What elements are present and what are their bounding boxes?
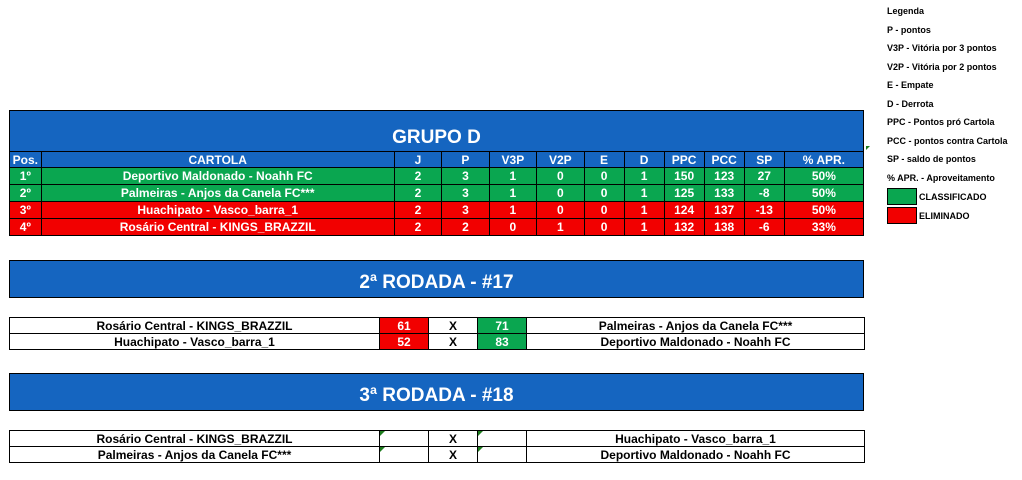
table-row <box>10 168 864 185</box>
row-v2p: 1 <box>537 219 584 236</box>
row-pcc: 133 <box>704 185 744 202</box>
match-separator: X <box>429 334 478 350</box>
legend-item: D - Derrota <box>887 98 934 109</box>
match-away: Palmeiras - Anjos da Canela FC*** <box>527 318 865 334</box>
row-p: 3 <box>442 168 489 185</box>
row-sp: 27 <box>744 168 784 185</box>
round-18-banner: 3ª RODADA - #18 <box>9 373 864 411</box>
match-row <box>10 318 865 334</box>
row-sp: -8 <box>744 185 784 202</box>
round-17-matches <box>9 317 865 350</box>
header-p: P <box>442 152 489 168</box>
row-ppc: 132 <box>664 219 704 236</box>
group-table <box>9 110 864 236</box>
row-pos: 4º <box>10 219 42 236</box>
row-apr: 50% <box>784 202 863 219</box>
row-d: 1 <box>624 168 664 185</box>
round-17-banner: 2ª RODADA - #17 <box>9 260 864 298</box>
match-separator: X <box>429 318 478 334</box>
header-apr: % APR. <box>784 152 863 168</box>
match-home-score[interactable] <box>380 431 429 447</box>
row-pos: 2º <box>10 185 42 202</box>
match-away: Huachipato - Vasco_barra_1 <box>527 431 865 447</box>
row-p: 3 <box>442 202 489 219</box>
row-v3p: 0 <box>489 219 536 236</box>
row-team: Deportivo Maldonado - Noahh FC <box>41 168 394 185</box>
row-d: 1 <box>624 185 664 202</box>
row-v3p: 1 <box>489 168 536 185</box>
legend-item: P - pontos <box>887 24 931 35</box>
legend-item: PPC - Pontos pró Cartola <box>887 117 995 127</box>
row-team: Huachipato - Vasco_barra_1 <box>41 202 394 219</box>
match-row <box>10 447 865 463</box>
row-pcc: 137 <box>704 202 744 219</box>
legend-item: PCC - pontos contra Cartola <box>887 135 1008 146</box>
legend-eliminado <box>887 206 1022 225</box>
row-v2p: 0 <box>537 168 584 185</box>
header-j: J <box>394 152 441 168</box>
group-title: GRUPO D <box>10 111 864 152</box>
match-separator: X <box>429 431 478 447</box>
legend-item: V2P - Vitória por 2 pontos <box>887 61 997 72</box>
classificado-label: CLASSIFICADO <box>919 191 987 202</box>
legend-item: % APR. - Aproveitamento <box>887 172 995 183</box>
legend <box>887 2 1022 225</box>
row-pos: 3º <box>10 202 42 219</box>
row-pos: 1º <box>10 168 42 185</box>
eliminado-label: ELIMINADO <box>919 210 970 221</box>
row-v2p: 0 <box>537 185 584 202</box>
legend-item: SP - saldo de pontos <box>887 154 976 164</box>
row-sp: -6 <box>744 219 784 236</box>
row-pcc: 123 <box>704 168 744 185</box>
row-e: 0 <box>584 202 624 219</box>
match-home-score[interactable] <box>380 447 429 463</box>
row-j: 2 <box>394 185 441 202</box>
table-row <box>10 185 864 202</box>
row-e: 0 <box>584 185 624 202</box>
row-pcc: 138 <box>704 219 744 236</box>
row-apr: 33% <box>784 219 863 236</box>
legend-title: Legenda <box>887 6 925 16</box>
header-sp: SP <box>744 152 784 168</box>
row-v3p: 1 <box>489 202 536 219</box>
header-pos: Pos. <box>10 152 42 168</box>
header-ppc: PPC <box>664 152 704 168</box>
match-home: Rosário Central - KINGS_BRAZZIL <box>10 318 380 334</box>
row-j: 2 <box>394 219 441 236</box>
match-away-score: 83 <box>478 334 527 350</box>
header-pcc: PCC <box>704 152 744 168</box>
match-away-score[interactable] <box>478 447 527 463</box>
row-ppc: 150 <box>664 168 704 185</box>
header-cartola: CARTOLA <box>41 152 394 168</box>
classificado-swatch <box>887 188 917 205</box>
row-v2p: 0 <box>537 202 584 219</box>
match-home: Rosário Central - KINGS_BRAZZIL <box>10 431 380 447</box>
header-v3p: V3P <box>489 152 536 168</box>
table-row <box>10 219 864 236</box>
comment-marker <box>866 146 870 150</box>
row-ppc: 124 <box>664 202 704 219</box>
legend-item: E - Empate <box>887 80 934 90</box>
header-v2p: V2P <box>537 152 584 168</box>
legend-item: V3P - Vitória por 3 pontos <box>887 43 997 53</box>
row-e: 0 <box>584 219 624 236</box>
row-team: Palmeiras - Anjos da Canela FC*** <box>41 185 394 202</box>
row-sp: -13 <box>744 202 784 219</box>
round-18-matches <box>9 430 865 463</box>
row-ppc: 125 <box>664 185 704 202</box>
row-j: 2 <box>394 168 441 185</box>
row-d: 1 <box>624 219 664 236</box>
match-away: Deportivo Maldonado - Noahh FC <box>527 447 865 463</box>
row-team: Rosário Central - KINGS_BRAZZIL <box>41 219 394 236</box>
match-away-score[interactable] <box>478 431 527 447</box>
match-home: Palmeiras - Anjos da Canela FC*** <box>10 447 380 463</box>
row-e: 0 <box>584 168 624 185</box>
table-row <box>10 202 864 219</box>
row-apr: 50% <box>784 185 863 202</box>
match-separator: X <box>429 447 478 463</box>
match-home-score: 52 <box>380 334 429 350</box>
row-p: 3 <box>442 185 489 202</box>
match-away: Deportivo Maldonado - Noahh FC <box>527 334 865 350</box>
header-d: D <box>624 152 664 168</box>
row-v3p: 1 <box>489 185 536 202</box>
row-d: 1 <box>624 202 664 219</box>
match-row <box>10 334 865 350</box>
legend-classificado <box>887 187 1022 206</box>
row-p: 2 <box>442 219 489 236</box>
match-away-score: 71 <box>478 318 527 334</box>
row-apr: 50% <box>784 168 863 185</box>
eliminado-swatch <box>887 207 917 224</box>
match-home-score: 61 <box>380 318 429 334</box>
match-home: Huachipato - Vasco_barra_1 <box>10 334 380 350</box>
row-j: 2 <box>394 202 441 219</box>
match-row <box>10 431 865 447</box>
header-e: E <box>584 152 624 168</box>
